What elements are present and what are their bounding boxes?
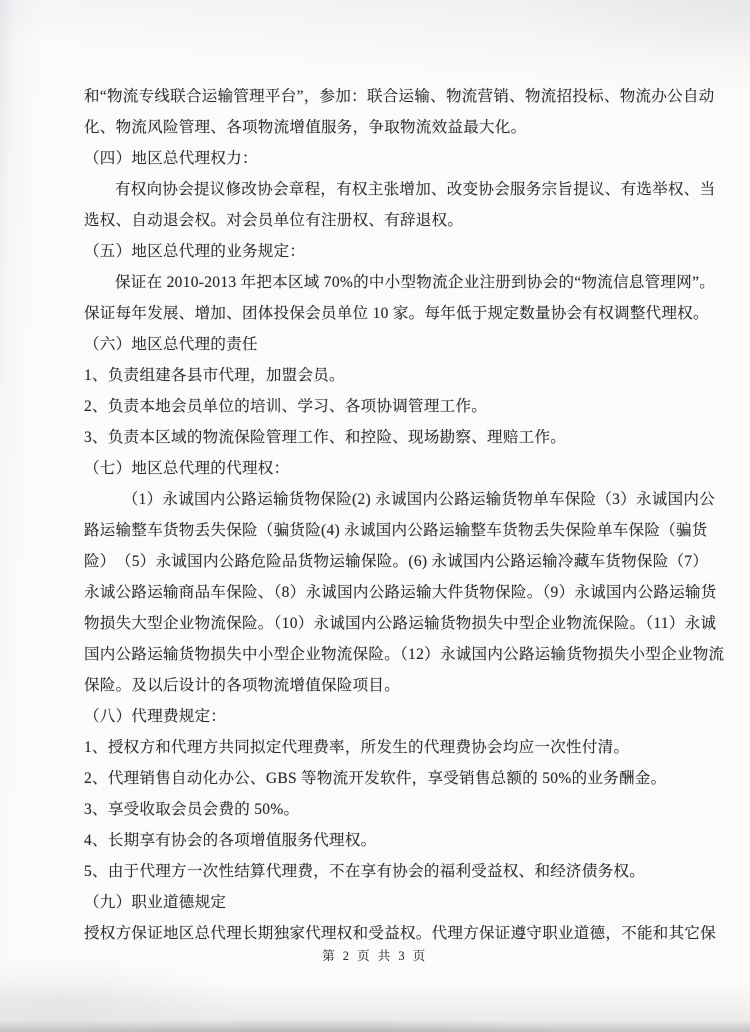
text-line: 险） （5）永诚国内公路危险品货物运输保险。(6) 永诚国内公路运输冷藏车货物保险（7） [84,553,709,570]
text-line: 保证每年发展、增加、团体投保会员单位 10 家。每年低于规定数量协会有权调整代理权。 [84,305,709,322]
text-line: 2、代理销售自动化办公、GBS 等物流开发软件，享受销售总额的 50%的业务酬金。 [84,770,667,787]
text-line: 1、授权方和代理方共同拟定代理费率，所发生的代理费协会均应一次性付清。 [84,739,630,756]
text-line: （1）永诚国内公路运输货物保险(2) 永诚国内公路运输货物单车保险（3）永诚国内公 [122,491,716,508]
text-line: 化、物流风险管理、各项物流增值服务，争取物流效益最大化。 [84,119,527,136]
text-line: （九）职业道德规定 [84,894,227,911]
text-line: 4、长期享有协会的各项增值服务代理权。 [84,832,377,849]
text-line: 2、负责本地会员单位的培训、学习、各项协调管理工作。 [84,398,488,415]
text-line: 国内公路运输货物损失中小型企业物流保险。（12）永诚国内公路运输货物损失小型企业物流 [84,646,725,663]
page-number-footer: 第 2 页 共 3 页 [322,949,428,963]
text-line: 保险。及以后设计的各项物流增值保险项目。 [84,677,401,694]
text-line: （四）地区总代理权力： [84,150,258,167]
document-body [84,81,724,949]
text-line: 授权方保证地区总代理长期独家代理权和受益权。代理方保证遵守职业道德，不能和其它保 [84,925,717,942]
text-line: 有权向协会提议修改协会章程，有权主张增加、改变协会服务宗旨提议、有选举权、当 [115,181,716,198]
text-line: 选权、自动退会权。对会员单位有注册权、有辞退权。 [84,212,464,229]
text-line: 路运输整车货物丢失保险（骗货险(4) 永诚国内公路运输整车货物丢失保险单车保险（骗货 [84,522,708,539]
text-line: 1、负责组建各县市代理，加盟会员。 [84,367,345,384]
text-line: （五）地区总代理的业务规定： [84,243,306,260]
text-line: 物损失大型企业物流保险。（10）永诚国内公路运输货物损失中型企业物流保险。（11）永诚 [84,615,717,632]
text-line: 3、享受收取会员会费的 50%。 [84,801,300,818]
text-line: 5、由于代理方一次性结算代理费，不在享有协会的福利受益权、和经济债务权。 [84,863,646,880]
text-line: 3、负责本区域的物流保险管理工作、和控险、现场勘察、理赔工作。 [84,429,567,446]
text-line: 和“物流专线联合运输管理平台”，参加：联合运输、物流营销、物流招投标、物流办公自动 [84,88,715,105]
text-line: （七）地区总代理的代理权： [84,460,290,477]
text-line: （八）代理费规定： [84,708,227,725]
text-line: 保证在 2010-2013 年把本区域 70%的中小型物流企业注册到协会的“物流信息管理网”。 [115,274,716,291]
text-line: 永诚公路运输商品车保险、（8）永诚国内公路运输大件货物保险。（9）永诚国内公路运输货 [84,584,717,601]
text-line: （六）地区总代理的责任 [84,336,258,353]
